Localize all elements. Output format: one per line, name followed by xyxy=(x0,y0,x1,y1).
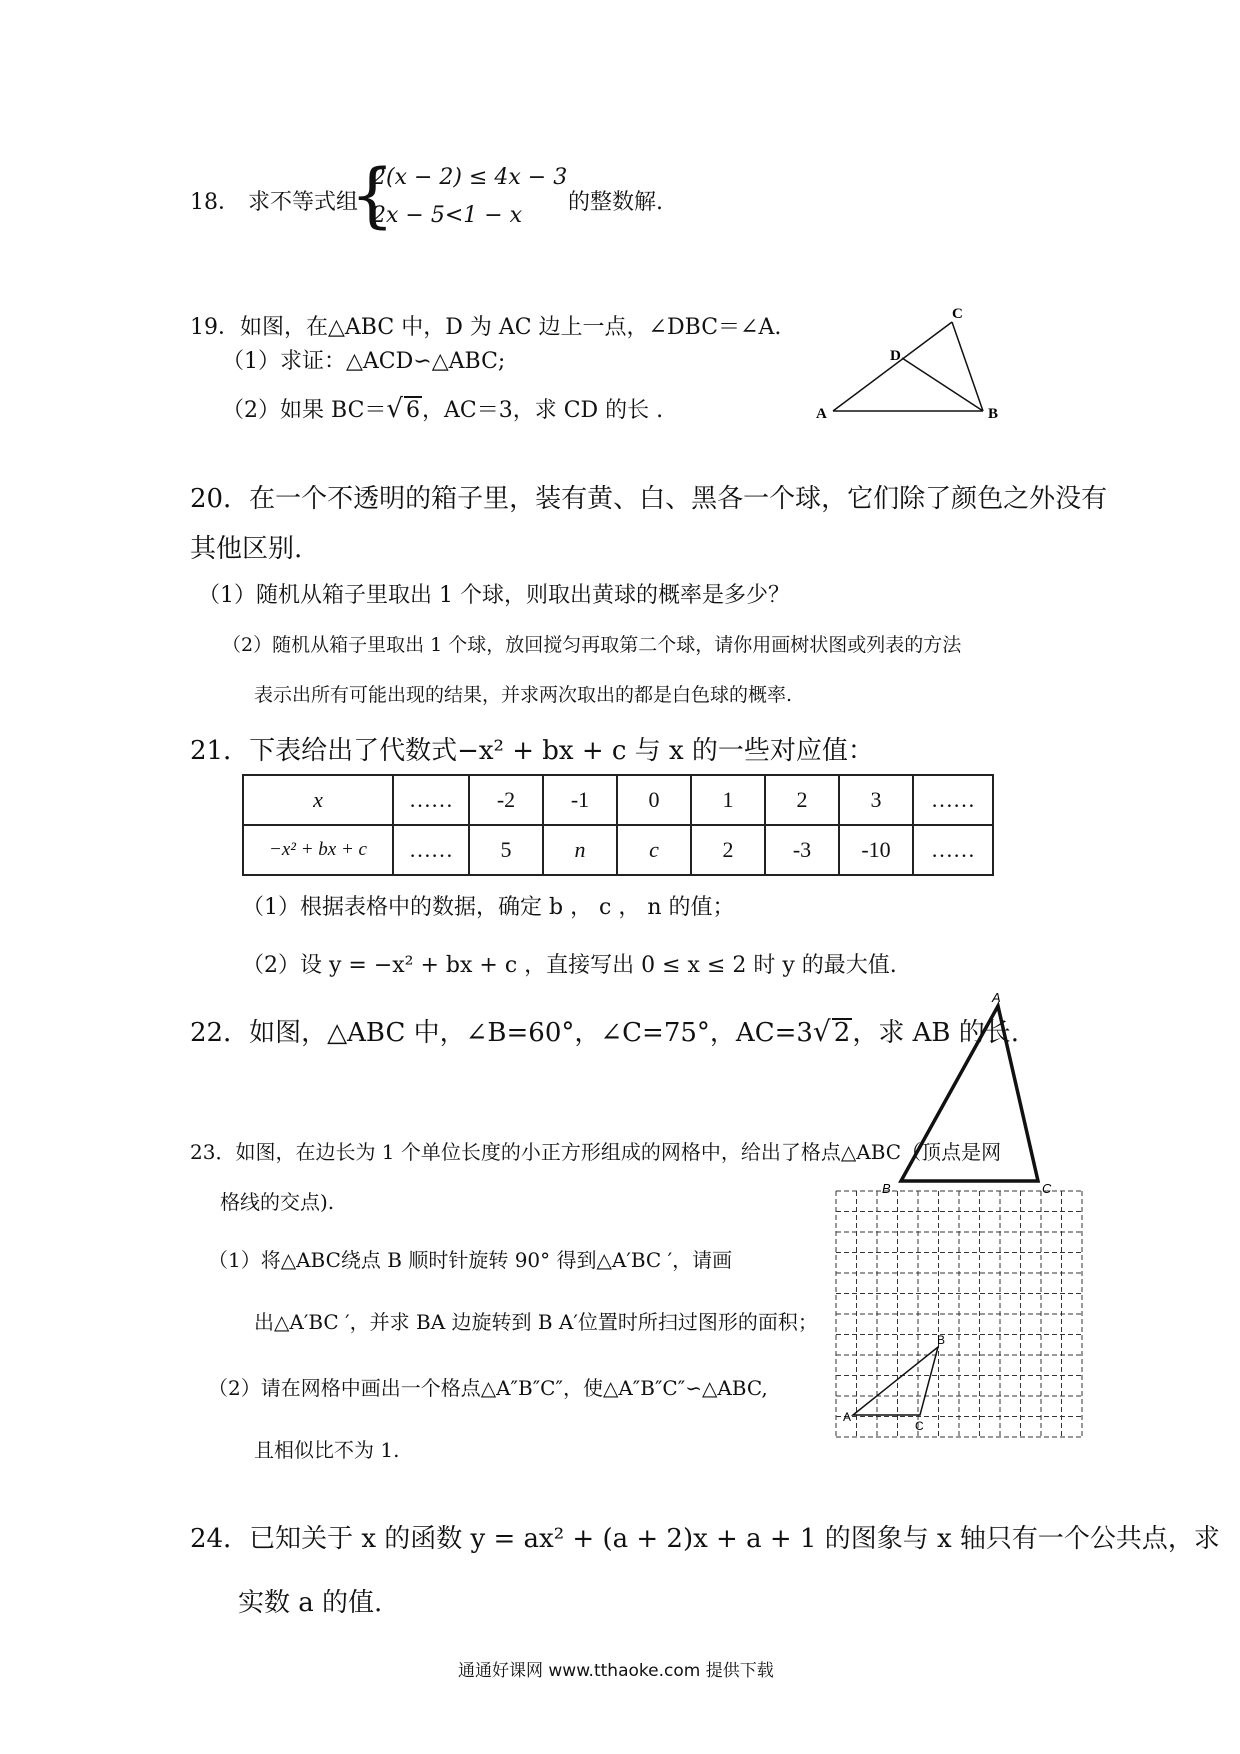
q23-part1-line1: （1）将△ABC绕点 B 顺时针旋转 90° 得到△A′BC ′，请画 xyxy=(208,1248,733,1272)
q23-part2-line2: 且相似比不为 1. xyxy=(254,1438,400,1462)
q20-line2: 其他区别. xyxy=(190,534,303,564)
table-row xyxy=(243,825,993,875)
q22-label-b: B xyxy=(882,1181,891,1196)
table-cell: -3 xyxy=(765,825,839,875)
table-cell: 2 xyxy=(765,775,839,825)
q22-sqrt-value: 2 xyxy=(833,1018,851,1048)
table-cell: 2 xyxy=(691,825,765,875)
q23-label-c: C xyxy=(915,1419,924,1433)
q22-stem: 22．如图，△ABC 中，∠B=60°，∠C=75°，AC=3√ 2，求 AB 的长. xyxy=(190,1015,1019,1048)
table-cell: …… xyxy=(913,775,993,825)
q23-part2-line1: （2）请在网格中画出一个格点△A″B″C″，使△A″B″C″∽△ABC, xyxy=(208,1376,768,1400)
q20-part2-line2: 表示出所有可能出现的结果，并求两次取出的都是白色球的概率. xyxy=(254,684,793,706)
q23-label-a: A xyxy=(843,1410,852,1424)
page-footer: 通通好课网 www.tthaoke.com 提供下载 xyxy=(458,1661,774,1681)
q18-inequality-2: 2x − 5<1 − x xyxy=(372,203,523,228)
table-cell: 5 xyxy=(469,825,543,875)
q22-stem-post: ，求 AB 的长. xyxy=(852,1018,1019,1048)
q18-prefix: 求不等式组 xyxy=(248,190,359,215)
q19-part2-pre: （2）如果 BC＝ xyxy=(222,398,387,423)
q21-stem: 21．下表给出了代数式−x² + bx + c 与 x 的一些对应值： xyxy=(190,736,874,766)
q19-part2-post: ，AC＝3，求 CD 的长 . xyxy=(421,398,664,423)
q18-number: 18． xyxy=(190,190,240,215)
table-cell: n xyxy=(543,825,617,875)
table-cell: …… xyxy=(913,825,993,875)
q18-inequality-1: 2(x − 2) ≤ 4x − 3 xyxy=(372,165,568,190)
table-cell: -1 xyxy=(543,775,617,825)
q19-part1: （1）求证：△ACD∽△ABC; xyxy=(222,349,506,374)
q19-triangle-figure xyxy=(810,300,1010,430)
q21-value-table xyxy=(242,774,994,876)
q22-label-a: A xyxy=(992,990,1001,1005)
q23-stem-line1: 23．如图，在边长为 1 个单位长度的小正方形组成的网格中，给出了格点△ABC（顶点是网 xyxy=(190,1140,1002,1164)
table-row xyxy=(243,775,993,825)
q19-stem: 19．如图，在△ABC 中，D 为 AC 边上一点，∠DBC＝∠A. xyxy=(190,315,782,340)
q22-stem-pre: 22．如图，△ABC 中，∠B=60°，∠C=75°，AC=3 xyxy=(190,1018,813,1048)
q19-part2: （2）如果 BC＝√ 6，AC＝3，求 CD 的长 . xyxy=(222,394,664,424)
q20-line1: 20．在一个不透明的箱子里，装有黄、白、黑各一个球，它们除了颜色之外没有 xyxy=(190,484,1108,514)
q22-label-c: C xyxy=(1042,1181,1052,1196)
q23-label-b: B xyxy=(937,1333,946,1347)
q18-suffix: 的整数解. xyxy=(568,190,663,215)
table-cell: …… xyxy=(393,825,469,875)
table-cell: …… xyxy=(393,775,469,825)
q19-label-c: C xyxy=(952,306,963,322)
q20-part2-line1: （2）随机从箱子里取出 1 个球，放回搅匀再取第二个球，请你用画树状图或列表的方法 xyxy=(222,634,962,656)
q21-part1: （1）根据表格中的数据，确定 b ， c ， n 的值； xyxy=(242,895,735,920)
q18-brace: { xyxy=(350,154,395,236)
table-cell: x xyxy=(243,775,393,825)
table-cell: 3 xyxy=(839,775,913,825)
table-cell: 1 xyxy=(691,775,765,825)
q19-sqrt-value: 6 xyxy=(405,398,420,423)
q19-label-b: B xyxy=(988,406,999,422)
q23-triangle-abc xyxy=(853,1347,938,1415)
table-cell: -2 xyxy=(469,775,543,825)
table-cell: -10 xyxy=(839,825,913,875)
q22-triangle-figure xyxy=(870,990,1070,1200)
table-cell: 0 xyxy=(617,775,691,825)
q23-stem-line2: 格线的交点). xyxy=(220,1190,335,1214)
q23-grid-figure xyxy=(835,1190,1087,1440)
q21-part2: （2）设 y = −x² + bx + c ，直接写出 0 ≤ x ≤ 2 时 y 的最大值. xyxy=(242,953,897,978)
table-cell: −x² + bx + c xyxy=(243,825,393,875)
table-cell: c xyxy=(617,825,691,875)
q24-line2: 实数 a 的值. xyxy=(238,1588,383,1618)
q19-label-a: A xyxy=(816,406,827,422)
q23-part1-line2: 出△A′BC ′，并求 BA 边旋转到 B A′位置时所扫过图形的面积； xyxy=(254,1310,818,1334)
q19-label-d: D xyxy=(890,348,901,364)
q23-grid-lines xyxy=(836,1191,1082,1437)
q20-part1: （1）随机从箱子里取出 1 个球，则取出黄球的概率是多少？ xyxy=(198,583,790,608)
q24-line1: 24．已知关于 x 的函数 y = ax² + (a + 2)x + a + 1 的图象与 x 轴只有一个公共点，求 xyxy=(190,1524,1220,1554)
